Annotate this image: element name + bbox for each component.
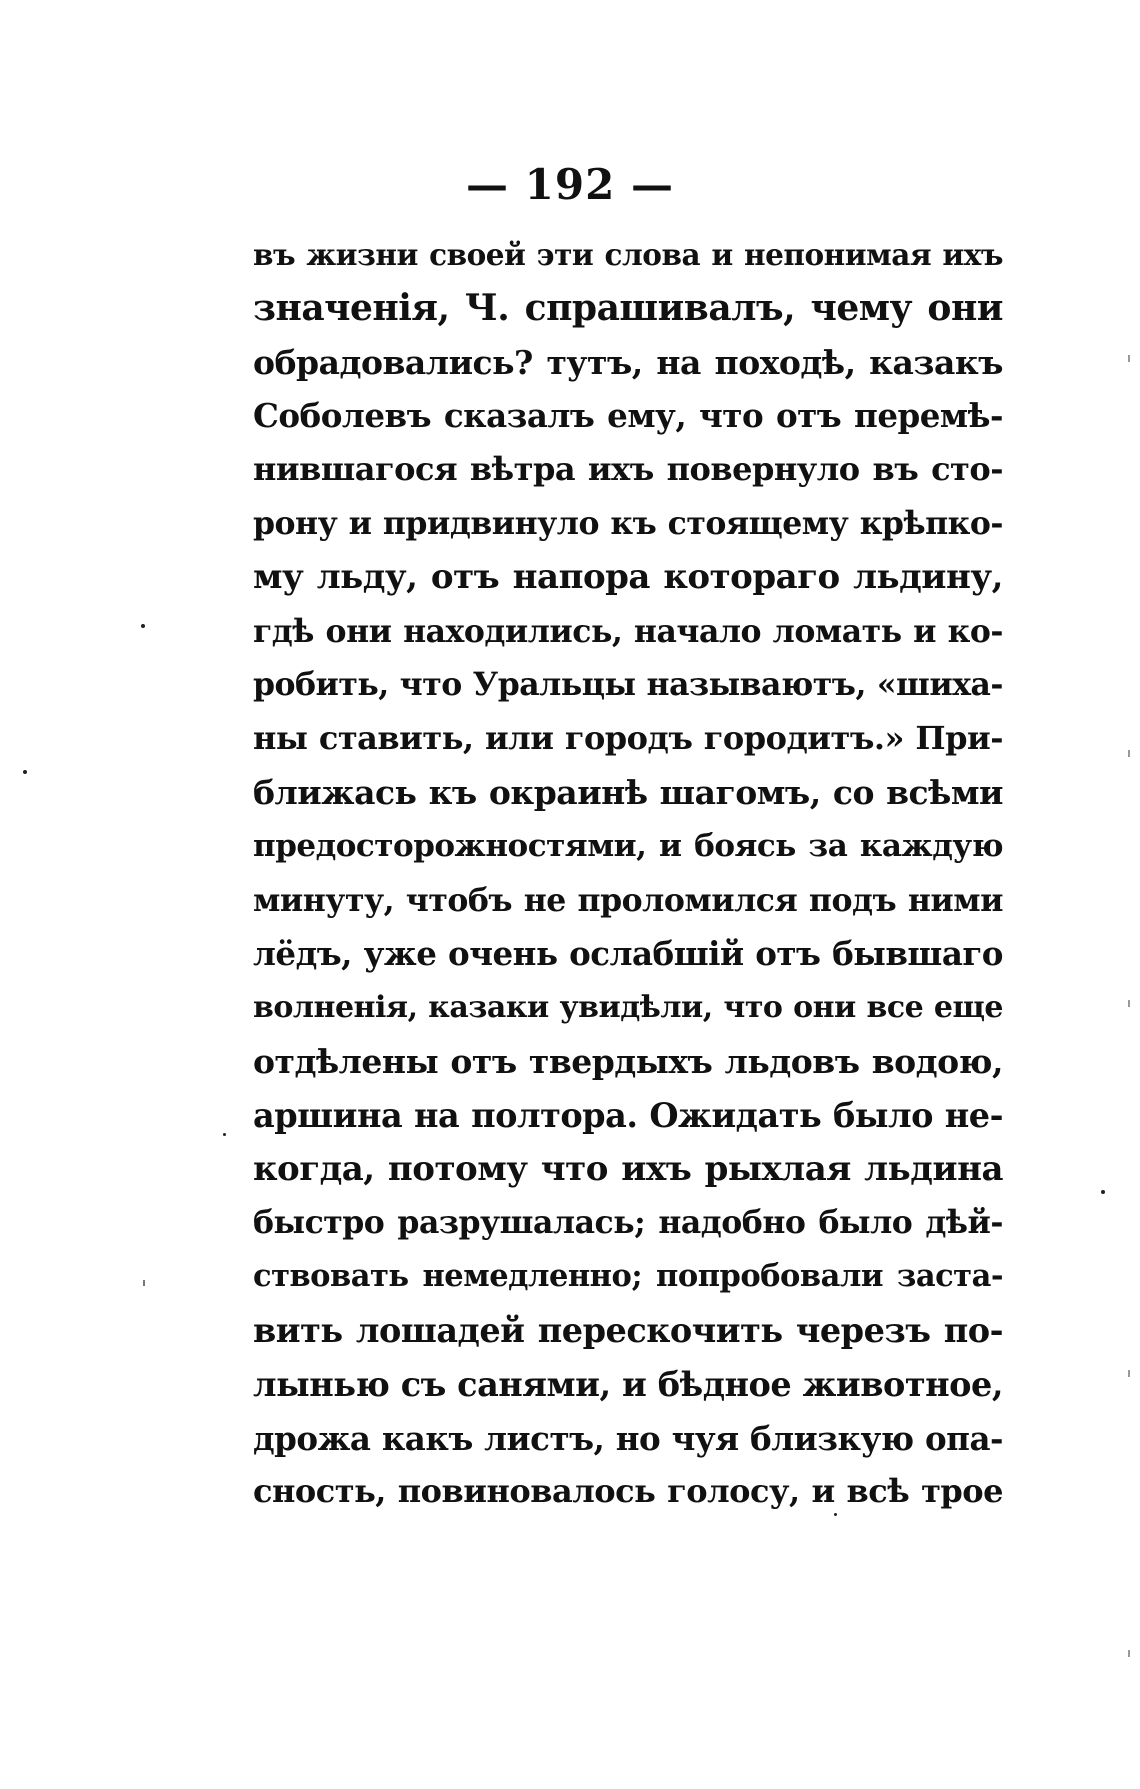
text-line: дрожа какъ листъ, но чуя близкую опа- — [253, 1418, 1003, 1458]
text-line: лынью съ санями, и бѣдное животное, — [253, 1364, 1003, 1404]
text-line: нившагося вѣтра ихъ повернуло въ сто- — [253, 450, 1003, 489]
scan-speck — [23, 770, 27, 774]
scan-mark — [1128, 355, 1130, 362]
text-line: волненія, казаки увидѣли, что они все еще — [253, 990, 1003, 1026]
page-number: — 192 — — [466, 160, 674, 209]
scan-mark — [1128, 750, 1130, 757]
text-line: минуту, чтобъ не проломился подъ ними — [253, 881, 1003, 919]
text-line: предосторожностями, и боясь за каждую — [253, 827, 1003, 864]
text-line: значенія, Ч. спрашивалъ, чему они — [253, 286, 1003, 329]
text-line: въ жизни своей эти слова и непонимая ихъ — [253, 237, 1003, 272]
scan-speck — [1101, 1190, 1105, 1194]
text-line: робить, что Уральцы называютъ, «шиха- — [253, 666, 1003, 704]
text-line: му льду, отъ напора котораго льдину, — [253, 556, 1003, 597]
text-line: гдѣ они находились, начало ломать и ко- — [253, 612, 1003, 650]
text-line: сность, повиновалось голосу, и всѣ трое — [253, 1472, 1003, 1511]
text-line: аршина на полтора. Ожидать было не- — [253, 1095, 1003, 1135]
scan-mark — [143, 1280, 145, 1286]
scan-mark — [1128, 1370, 1130, 1377]
text-line: вить лошадей перескочить черезъ по- — [253, 1310, 1003, 1350]
text-line: когда, потому что ихъ рыхлая льдина — [253, 1148, 1003, 1189]
text-line: лёдъ, уже очень ослабшій отъ бывшаго — [253, 934, 1003, 974]
text-line: рону и придвинуло къ стоящему крѣпко- — [253, 504, 1003, 542]
body-text — [253, 228, 1003, 1519]
text-line: ближась къ окраинѣ шагомъ, со всѣми — [253, 772, 1003, 812]
text-line: ствовать немедленно; попробовали заста- — [253, 1258, 1003, 1295]
scan-mark — [1128, 1650, 1130, 1657]
scan-speck — [141, 624, 145, 628]
scan-speck — [834, 1513, 837, 1516]
text-line: ны ставить, или городъ городитъ.» При- — [253, 719, 1003, 758]
scan-speck — [223, 1133, 226, 1136]
scan-mark — [1128, 1000, 1130, 1007]
text-line: Соболевъ сказалъ ему, что отъ перемѣ- — [253, 396, 1003, 436]
text-line: отдѣлены отъ твердыхъ льдовъ водою, — [253, 1041, 1003, 1081]
text-line: быстро разрушалась; надобно было дѣй- — [253, 1204, 1003, 1242]
text-line: обрадовались? тутъ, на походѣ, казакъ — [253, 342, 1003, 382]
